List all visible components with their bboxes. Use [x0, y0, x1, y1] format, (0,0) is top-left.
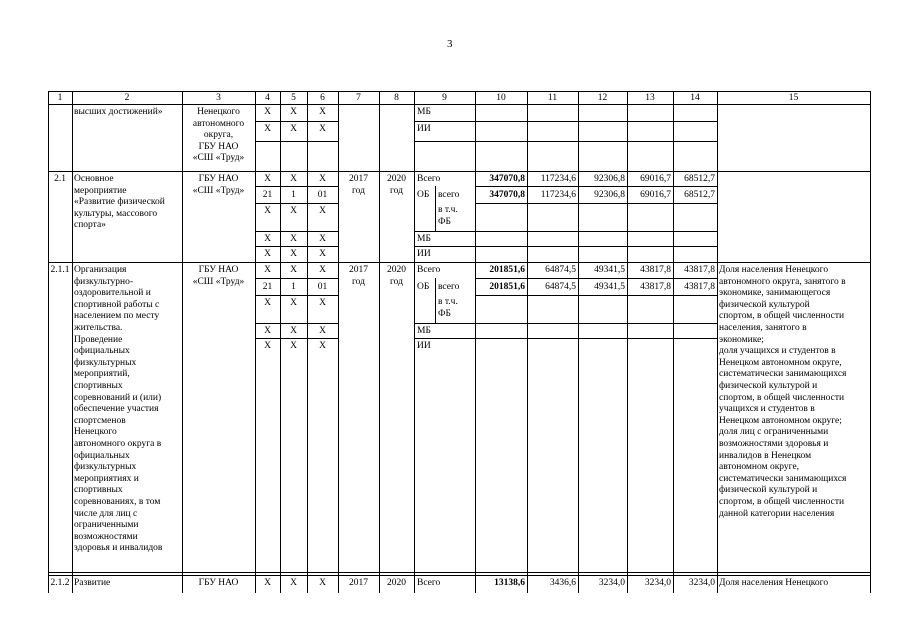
column-number: 6: [320, 92, 325, 103]
measure-name: здоровья и инвалидов: [74, 543, 163, 554]
source-label: в т.ч.: [438, 297, 458, 307]
grid-line: [255, 295, 339, 296]
source-label: Всего: [417, 578, 441, 588]
measure-name: Основное: [74, 174, 114, 184]
executor: «СШ «Труд»: [192, 153, 245, 164]
column-number: 12: [597, 92, 608, 103]
grid-line: [255, 278, 339, 279]
grid-line: [72, 91, 73, 593]
total-value: 347070,8: [489, 190, 525, 200]
indicator-text: экономике, занимающегося: [719, 288, 831, 299]
measure-name: Развитие: [74, 578, 111, 588]
source-label: ИИ: [417, 124, 431, 134]
grid-line: [255, 246, 339, 247]
grid-line: [435, 186, 436, 232]
code-cell: 01: [317, 190, 328, 200]
code-cell: Х: [319, 249, 326, 259]
indicator-text: систематически занимающихся: [719, 473, 847, 484]
indicator-text: Доля населения Ненецкого: [719, 265, 829, 275]
grid-line: [475, 278, 718, 279]
grid-line: [255, 121, 339, 122]
grid-line: [280, 91, 281, 593]
measure-name: культуры, массового: [74, 208, 158, 219]
indicator-text: автономном округе,: [719, 462, 800, 473]
column-number: 13: [645, 92, 655, 103]
code-cell: 1: [291, 190, 296, 200]
code-cell: Х: [264, 107, 271, 117]
column-number: 10: [496, 92, 506, 103]
measure-name: мероприятий,: [74, 369, 130, 380]
indicator-text: автономного округа, занятого в: [719, 276, 846, 287]
code-cell: Х: [319, 234, 326, 244]
column-number: 14: [690, 92, 700, 103]
year-value: 117234,6: [540, 190, 576, 200]
code-cell: Х: [319, 174, 326, 184]
measure-name: спортивной работы с: [74, 299, 160, 310]
end-year: 2020: [387, 578, 406, 588]
indicator-text: спортом, в общей численности: [719, 311, 845, 322]
source-label: всего: [438, 282, 460, 292]
row-number: 2.1: [54, 174, 66, 184]
column-number: 11: [547, 92, 558, 103]
column-number: 9: [442, 92, 447, 103]
source-label: ОБ: [417, 282, 430, 292]
indicator-text: Доля населения Ненецкого: [719, 578, 829, 588]
row-number: 2.1.1: [50, 265, 70, 275]
code-cell: Х: [264, 265, 271, 275]
grid-line: [255, 203, 339, 204]
executor: ГБУ НАО: [198, 265, 239, 275]
year-value: 3234,0: [644, 578, 671, 588]
code-cell: Х: [319, 265, 326, 275]
code-cell: Х: [319, 107, 326, 117]
measure-name: автономного округа в: [74, 439, 162, 449]
measure-name: соревнованиях, в том: [74, 497, 161, 507]
grid-line: [48, 104, 871, 105]
total-value: 201851,6: [489, 282, 525, 292]
column-number: 7: [356, 92, 361, 103]
start-year: год: [352, 185, 365, 196]
measure-name: Ненецкого: [74, 427, 117, 438]
end-year: 2020: [387, 265, 406, 275]
code-cell: Х: [319, 298, 326, 308]
measure-name: населением по месту: [74, 311, 160, 322]
start-year: 2017: [349, 578, 368, 588]
grid-line: [255, 91, 256, 593]
grid-line: [307, 91, 308, 593]
code-cell: Х: [264, 326, 271, 336]
column-number: 15: [788, 92, 799, 103]
measure-name: физкультурно-: [74, 276, 134, 287]
code-cell: Х: [290, 578, 297, 588]
year-value: 43817,8: [640, 282, 671, 292]
column-number: 3: [216, 92, 221, 103]
grid-line: [255, 323, 339, 324]
grid-line: [48, 572, 871, 573]
end-year: год: [390, 276, 403, 287]
indicator-text: доля учащихся и студентов в: [719, 346, 836, 357]
indicator-text: данной категории населения: [719, 508, 835, 519]
code-cell: 21: [262, 282, 273, 292]
start-year: год: [352, 276, 365, 287]
grid-line: [717, 91, 718, 593]
executor: Ненецкого: [197, 107, 240, 117]
year-value: 64874,5: [545, 265, 576, 275]
page-number: 3: [447, 38, 453, 50]
total-value: 347070,8: [489, 174, 525, 184]
column-number: 4: [265, 92, 270, 103]
source-label: ФБ: [438, 308, 451, 319]
grid-line: [48, 262, 871, 263]
indicator-text: систематически занимающихся: [719, 369, 847, 380]
measure-name: спортивных: [74, 381, 123, 391]
indicator-text: физической культурой: [719, 299, 810, 310]
grid-line: [475, 203, 718, 204]
code-cell: Х: [290, 107, 297, 117]
code-cell: Х: [319, 206, 326, 216]
code-cell: 1: [291, 282, 296, 292]
year-value: 3436,6: [549, 578, 576, 588]
code-cell: Х: [264, 206, 271, 216]
executor: ГБУ НАО: [198, 578, 239, 588]
year-value: 69016,7: [640, 190, 671, 200]
measure-name: физкультурных: [74, 357, 137, 368]
source-label: Всего: [417, 265, 441, 275]
column-number: 5: [291, 92, 296, 103]
measure-name: физкультурных: [74, 462, 137, 473]
grid-line: [379, 91, 380, 593]
grid-line: [475, 295, 718, 296]
code-cell: Х: [264, 298, 271, 308]
end-year: год: [390, 185, 403, 196]
grid-line: [475, 91, 476, 593]
executor: «СШ «Труд»: [192, 185, 245, 196]
code-cell: Х: [319, 341, 326, 351]
year-value: 43817,8: [684, 282, 715, 292]
grid-line: [182, 91, 183, 593]
code-cell: Х: [264, 578, 271, 588]
code-cell: Х: [319, 124, 326, 134]
indicator-text: Ненецком автономном округе;: [719, 415, 842, 426]
code-cell: Х: [290, 298, 297, 308]
grid-line: [48, 575, 871, 576]
year-value: 64874,5: [545, 282, 576, 292]
total-value: 13138,6: [494, 578, 525, 588]
code-cell: Х: [290, 265, 297, 275]
grid-line: [48, 171, 871, 172]
code-cell: Х: [264, 124, 271, 134]
column-number: 1: [57, 92, 63, 103]
year-value: 43817,8: [640, 265, 671, 275]
source-label: ИИ: [417, 341, 431, 351]
source-label: в т.ч.: [438, 205, 458, 215]
indicator-text: возможностями здоровья и: [719, 439, 829, 449]
indicator-text: физической культурой и: [719, 381, 818, 391]
grid-line: [870, 91, 871, 593]
code-cell: Х: [290, 326, 297, 336]
source-label: Всего: [417, 174, 441, 184]
measure-name: официальных: [74, 450, 130, 461]
column-number: 2: [124, 92, 130, 103]
code-cell: Х: [290, 124, 297, 134]
year-value: 49341,5: [594, 282, 625, 292]
measure-name: Организация: [74, 265, 127, 275]
grid-line: [414, 231, 476, 232]
row-number: 2.1.2: [50, 578, 70, 588]
grid-line: [414, 323, 476, 324]
measure-name: оздоровительной и: [74, 288, 151, 299]
year-value: 49341,5: [594, 265, 625, 275]
executor: округа,: [203, 130, 234, 141]
year-value: 68512,7: [684, 190, 715, 200]
code-cell: 21: [262, 190, 273, 200]
measure-name: ограниченными: [74, 520, 139, 531]
start-year: 2017: [349, 265, 368, 275]
measure-name: «Развитие физической: [74, 197, 165, 208]
code-cell: Х: [290, 174, 297, 184]
start-year: 2017: [349, 174, 368, 184]
year-value: 117234,6: [540, 174, 576, 184]
grid-line: [255, 231, 339, 232]
code-cell: 01: [317, 282, 328, 292]
indicator-text: доля лиц с ограниченными: [719, 427, 829, 438]
code-cell: Х: [290, 206, 297, 216]
grid-line: [435, 278, 436, 324]
measure-name: спорта»: [74, 220, 106, 231]
source-label: МБ: [417, 326, 431, 336]
indicator-text: населения, занятого в: [719, 323, 807, 333]
code-cell: Х: [290, 341, 297, 351]
year-value: 43817,8: [684, 265, 715, 275]
measure-name: спортивных: [74, 485, 123, 496]
indicator-text: физической культурой и: [719, 485, 818, 496]
year-value: 68512,7: [684, 174, 715, 184]
source-label: МБ: [417, 234, 431, 244]
year-value: 92306,8: [594, 190, 625, 200]
measure-name: мероприятиях и: [74, 473, 139, 484]
indicator-text: спортом, в общей численности: [719, 497, 845, 507]
grid-line: [338, 91, 339, 593]
grid-line: [627, 91, 628, 593]
indicator-text: экономике;: [719, 334, 764, 345]
grid-line: [48, 91, 49, 593]
grid-line: [673, 91, 674, 593]
measure-name: спортсменов: [74, 415, 126, 426]
end-year: 2020: [387, 174, 406, 184]
code-cell: Х: [290, 249, 297, 259]
executor: автономного: [192, 118, 245, 129]
source-label: ФБ: [438, 216, 451, 227]
grid-line: [527, 91, 528, 593]
grid-line: [475, 186, 718, 187]
indicator-text: спортом, в общей численности: [719, 392, 845, 403]
grid-line: [255, 141, 339, 142]
source-label: ОБ: [417, 190, 430, 200]
executor: ГБУ НАО: [198, 174, 239, 184]
executor: ГБУ НАО: [198, 141, 239, 152]
code-cell: Х: [319, 326, 326, 336]
code-cell: Х: [264, 234, 271, 244]
source-label: МБ: [417, 107, 431, 117]
measure-name: соревнований и (или): [74, 392, 162, 403]
year-value: 92306,8: [594, 174, 625, 184]
year-value: 3234,0: [598, 578, 625, 588]
code-cell: Х: [264, 341, 271, 351]
measure-name: обеспечение участия: [74, 404, 159, 415]
measure-name: официальных: [74, 346, 130, 357]
measure-name: числе для лиц с: [74, 508, 138, 519]
year-value: 69016,7: [640, 174, 671, 184]
measure-name: жительства.: [74, 323, 123, 333]
grid-line: [255, 186, 339, 187]
grid-line: [578, 91, 579, 593]
measure-name: возможностями: [74, 531, 138, 542]
code-cell: Х: [264, 249, 271, 259]
total-value: 201851,6: [489, 265, 525, 275]
executor: «СШ «Труд»: [192, 276, 245, 287]
code-cell: Х: [264, 174, 271, 184]
indicator-text: Ненецком автономном округе,: [719, 357, 842, 368]
grid-line: [414, 91, 415, 593]
source-label: ИИ: [417, 249, 431, 259]
indicator-text: учащихся и студентов в: [719, 404, 815, 415]
column-number: 8: [394, 92, 399, 103]
code-cell: Х: [319, 578, 326, 588]
grid-line: [255, 338, 339, 339]
year-value: 3234,0: [688, 578, 715, 588]
indicator-text: инвалидов в Ненецком: [719, 450, 812, 461]
measure-name: высших достижений»: [74, 107, 163, 117]
measure-name: мероприятие: [74, 185, 127, 196]
measure-name: Проведение: [74, 334, 123, 345]
source-label: всего: [438, 190, 460, 200]
code-cell: Х: [290, 234, 297, 244]
